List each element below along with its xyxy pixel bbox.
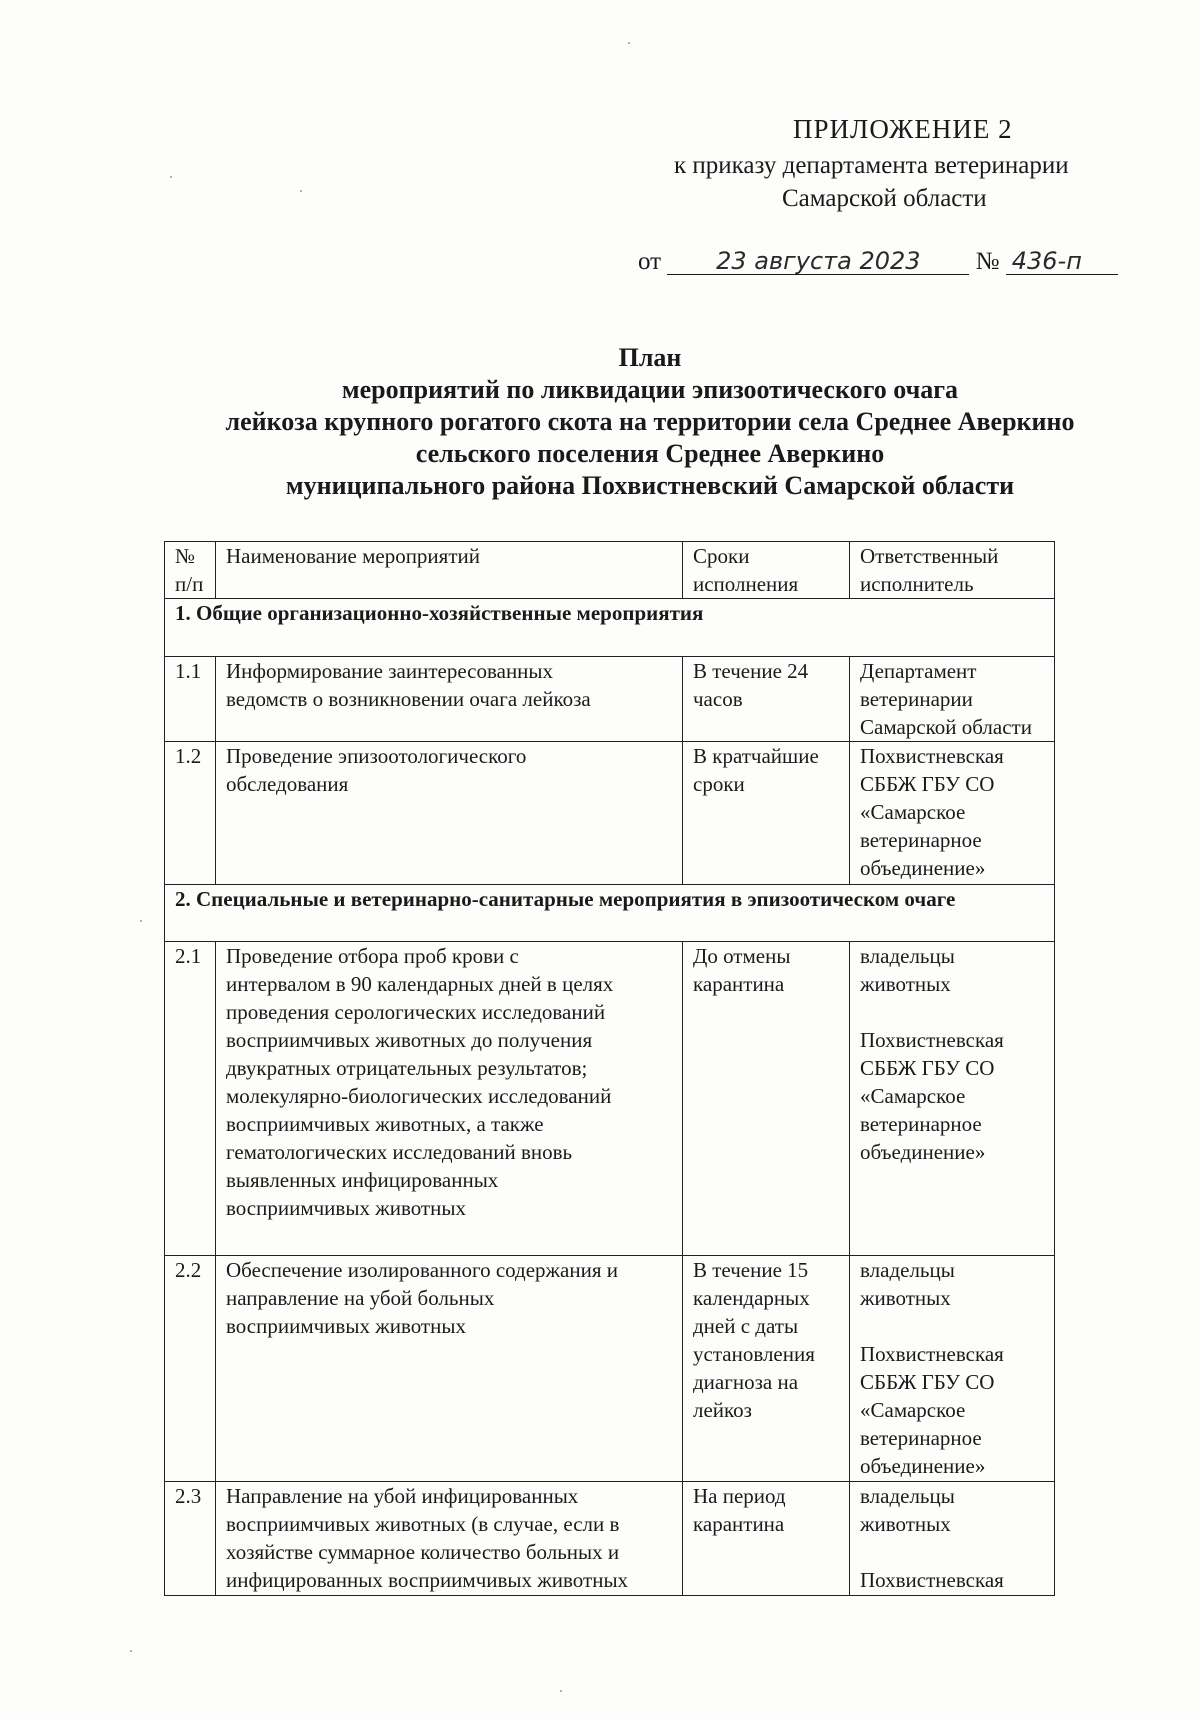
- table-row: [165, 1482, 1055, 1596]
- row-responsible: Похвистневская СББЖ ГБУ СО «Самарское ветеринарное объединение»: [850, 742, 1055, 885]
- row-num: 1.2: [165, 742, 216, 885]
- row-num: 1.1: [165, 657, 216, 742]
- section-title: 1. Общие организационно-хозяйственные мероприятия: [165, 599, 1055, 657]
- row-name: Информирование заинтересованных ведомств о возникновении очага лейкоза: [216, 657, 683, 742]
- row-responsible: Департамент ветеринарии Самарской области: [850, 657, 1055, 742]
- order-prefix: от: [638, 248, 662, 275]
- order-reference: [638, 248, 1118, 276]
- scan-noise: [628, 42, 630, 44]
- table-row: [165, 942, 1055, 1256]
- appendix-title: ПРИЛОЖЕНИЕ 2: [793, 114, 1013, 144]
- title-line: План: [618, 343, 682, 372]
- header-cell-num: № п/п: [165, 542, 216, 599]
- handwritten-order-number: 436-п: [1006, 249, 1118, 275]
- row-term: В течение 15 календарных дней с даты установления диагноза на лейкоз: [683, 1256, 850, 1482]
- header-cell-responsible: Ответственный исполнитель: [850, 542, 1055, 599]
- row-responsible: владельцы животных Похвистневская СББЖ ГБУ СО «Самарское ветеринарное объединение»: [850, 1256, 1055, 1482]
- scan-noise: [560, 1690, 562, 1692]
- title-line: сельского поселения Среднее Аверкино: [415, 439, 885, 468]
- row-num: 2.2: [165, 1256, 216, 1482]
- appendix-subtitle-line1: к приказу департамента ветеринарии: [674, 152, 1069, 179]
- row-num: 2.1: [165, 942, 216, 1256]
- title-line: лейкоза крупного рогатого скота на территории села Среднее Аверкино: [225, 407, 1075, 436]
- row-term: В кратчайшие сроки: [683, 742, 850, 885]
- scan-noise: [170, 176, 172, 178]
- measures-table: [164, 541, 1055, 1596]
- handwritten-order-date: 23 августа 2023: [667, 249, 969, 275]
- scan-noise: [300, 190, 302, 192]
- scan-noise: [140, 920, 142, 922]
- row-term: На период карантина: [683, 1482, 850, 1596]
- section-title: 2. Специальные и ветеринарно-санитарные мероприятия в эпизоотическом очаге: [165, 885, 1055, 942]
- plan-title: [160, 342, 1140, 502]
- section-row: [165, 599, 1055, 657]
- section-row: [165, 885, 1055, 942]
- scan-noise: [130, 1650, 132, 1652]
- row-term: В течение 24 часов: [683, 657, 850, 742]
- table-row: [165, 742, 1055, 885]
- title-line: мероприятий по ликвидации эпизоотического очага: [341, 375, 959, 404]
- table-row: [165, 657, 1055, 742]
- table-header-row: [165, 542, 1055, 599]
- header-cell-name: Наименование мероприятий: [216, 542, 683, 599]
- table-row: [165, 1256, 1055, 1482]
- row-responsible: владельцы животных Похвистневская СББЖ ГБУ СО «Самарское ветеринарное объединение»: [850, 942, 1055, 1256]
- appendix-subtitle-line2: Самарской области: [782, 185, 987, 212]
- row-name: Проведение отбора проб крови с интервалом в 90 календарных дней в целях проведения серологических исследований восприимчивых животных до получения двукратных отрицательных результатов; молекулярно-биологических исследований восприимчивых животных, а также гематологических исследований вновь выявленных инфицированных восприимчивых животных: [216, 942, 683, 1256]
- row-name: Направление на убой инфицированных восприимчивых животных (в случае, если в хозяйстве суммарное количество больных и инфицированных восприимчивых животных: [216, 1482, 683, 1596]
- row-num: 2.3: [165, 1482, 216, 1596]
- row-name: Проведение эпизоотологического обследования: [216, 742, 683, 885]
- row-term: До отмены карантина: [683, 942, 850, 1256]
- header-cell-term: Сроки исполнения: [683, 542, 850, 599]
- row-name: Обеспечение изолированного содержания и направление на убой больных восприимчивых животных: [216, 1256, 683, 1482]
- row-responsible: владельцы животных Похвистневская: [850, 1482, 1055, 1596]
- order-number-label: №: [975, 248, 1000, 275]
- title-line: муниципального района Похвистневский Самарской области: [285, 471, 1015, 500]
